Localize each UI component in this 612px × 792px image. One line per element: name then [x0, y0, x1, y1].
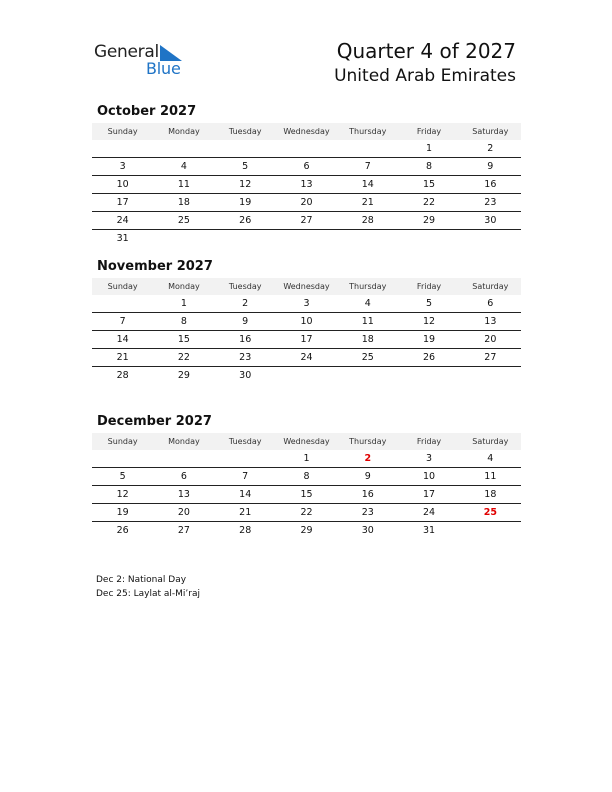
day-cell: 5: [119, 471, 126, 482]
day-cell: 1: [426, 143, 433, 154]
logo-text-general: General: [94, 42, 159, 62]
day-name: Tuesday: [228, 127, 262, 136]
week-row: [92, 176, 521, 194]
day-cell: 18: [484, 489, 497, 500]
day-cell: 30: [484, 215, 497, 226]
day-cell: 25: [483, 507, 497, 518]
day-cell: 12: [116, 489, 129, 500]
day-cell: [460, 522, 521, 539]
day-cell: 17: [423, 489, 436, 500]
day-cell: 27: [177, 525, 190, 536]
day-cell: 9: [364, 471, 371, 482]
day-cell: 18: [177, 197, 190, 208]
day-cell: 28: [361, 215, 374, 226]
day-cell: [276, 367, 337, 384]
day-cell: 26: [423, 352, 436, 363]
day-cell: 16: [239, 334, 252, 345]
day-name: Thursday: [349, 437, 387, 446]
day-cell: 16: [484, 179, 497, 190]
day-cell: 14: [361, 179, 374, 190]
day-cell: 31: [116, 233, 129, 244]
day-cell: 2: [242, 298, 249, 309]
day-cell: 17: [116, 197, 129, 208]
day-name: Wednesday: [283, 437, 330, 446]
day-cell: 24: [300, 352, 313, 363]
month-november: [92, 258, 521, 384]
day-cell: 19: [239, 197, 252, 208]
day-cell: 9: [487, 161, 494, 172]
day-cell: 3: [303, 298, 310, 309]
day-cell: 10: [423, 471, 436, 482]
week-row: [92, 331, 521, 349]
day-cell: 24: [116, 215, 129, 226]
day-cell: 29: [300, 525, 313, 536]
day-cell: [276, 230, 337, 247]
week-row: [92, 486, 521, 504]
week-row: [92, 522, 521, 539]
day-cell: [92, 295, 153, 312]
day-names-row: [92, 278, 521, 295]
day-cell: 15: [423, 179, 436, 190]
week-row: [92, 504, 521, 522]
day-cell: 29: [177, 370, 190, 381]
week-row: [92, 158, 521, 176]
day-cell: 4: [487, 453, 494, 464]
day-names-row: [92, 433, 521, 450]
day-cell: 15: [300, 489, 313, 500]
day-name: Wednesday: [283, 127, 330, 136]
day-name: Thursday: [349, 127, 387, 136]
day-cell: [398, 367, 459, 384]
day-cell: 16: [361, 489, 374, 500]
day-cell: 6: [487, 298, 494, 309]
day-name: Saturday: [472, 127, 509, 136]
day-cell: 13: [484, 316, 497, 327]
country-subtitle: United Arab Emirates: [334, 66, 516, 86]
week-row: [92, 230, 521, 247]
day-name: Thursday: [349, 282, 387, 291]
day-cell: 28: [116, 370, 129, 381]
day-cell: 14: [239, 489, 252, 500]
day-cell: 20: [300, 197, 313, 208]
day-cell: 5: [426, 298, 433, 309]
holiday-notes: [96, 573, 200, 601]
day-cell: 2: [364, 453, 372, 464]
day-cell: 8: [303, 471, 310, 482]
day-name: Tuesday: [228, 282, 262, 291]
day-cell: 10: [116, 179, 129, 190]
day-cell: 11: [177, 179, 190, 190]
day-cell: 13: [177, 489, 190, 500]
logo-text-blue: Blue: [146, 59, 181, 78]
day-name: Sunday: [107, 437, 138, 446]
day-name: Tuesday: [228, 437, 262, 446]
month-title: December 2027: [97, 414, 212, 429]
week-row: [92, 367, 521, 384]
day-cell: 28: [239, 525, 252, 536]
day-cell: 1: [180, 298, 187, 309]
week-row: [92, 212, 521, 230]
day-cell: 7: [119, 316, 126, 327]
day-cell: 3: [426, 453, 433, 464]
day-name: Wednesday: [283, 282, 330, 291]
day-cell: 21: [116, 352, 129, 363]
day-name: Monday: [168, 127, 200, 136]
day-cell: [337, 140, 398, 157]
day-cell: 15: [177, 334, 190, 345]
day-cell: 25: [177, 215, 190, 226]
day-cell: 18: [361, 334, 374, 345]
day-cell: 9: [242, 316, 249, 327]
day-cell: 26: [239, 215, 252, 226]
day-cell: 22: [177, 352, 190, 363]
holiday-note: Dec 25: Laylat al-Mi’raj: [96, 589, 200, 599]
page-title: Quarter 4 of 2027: [336, 39, 516, 63]
day-cell: 21: [239, 507, 252, 518]
day-cell: [276, 140, 337, 157]
day-cell: [92, 450, 153, 467]
day-cell: 6: [303, 161, 310, 172]
day-name: Friday: [416, 282, 442, 291]
day-cell: [153, 140, 214, 157]
day-cell: 22: [423, 197, 436, 208]
day-cell: 23: [361, 507, 374, 518]
day-cell: 30: [239, 370, 252, 381]
weeks: [92, 140, 521, 247]
week-row: [92, 313, 521, 331]
month-october: [92, 103, 521, 247]
day-name: Friday: [416, 437, 442, 446]
day-cell: 31: [423, 525, 436, 536]
day-name: Saturday: [472, 282, 509, 291]
day-cell: 12: [239, 179, 252, 190]
day-cell: 19: [423, 334, 436, 345]
day-cell: 2: [487, 143, 494, 154]
day-cell: [398, 230, 459, 247]
weeks: [92, 450, 521, 539]
day-cell: 23: [239, 352, 252, 363]
day-cell: [460, 230, 521, 247]
day-cell: 14: [116, 334, 129, 345]
day-cell: 22: [300, 507, 313, 518]
day-cell: 11: [484, 471, 497, 482]
week-row: [92, 349, 521, 367]
day-cell: 10: [300, 316, 313, 327]
day-cell: [215, 450, 276, 467]
day-cell: 4: [364, 298, 371, 309]
day-cell: 27: [300, 215, 313, 226]
day-cell: 30: [361, 525, 374, 536]
day-cell: 27: [484, 352, 497, 363]
week-row: [92, 468, 521, 486]
week-row: [92, 295, 521, 313]
weeks: [92, 295, 521, 384]
day-cell: 25: [361, 352, 374, 363]
week-row: [92, 140, 521, 158]
day-cell: 24: [423, 507, 436, 518]
day-cell: [215, 230, 276, 247]
day-cell: 8: [426, 161, 433, 172]
day-name: Saturday: [472, 437, 509, 446]
day-name: Sunday: [107, 282, 138, 291]
day-cell: 21: [361, 197, 374, 208]
day-names-row: [92, 123, 521, 140]
day-name: Friday: [416, 127, 442, 136]
day-cell: [460, 367, 521, 384]
day-cell: 7: [242, 471, 249, 482]
day-cell: 5: [242, 161, 249, 172]
week-row: [92, 450, 521, 468]
generalblue-logo: [94, 42, 194, 82]
day-cell: 13: [300, 179, 313, 190]
day-cell: 29: [423, 215, 436, 226]
day-name: Monday: [168, 282, 200, 291]
day-cell: 20: [484, 334, 497, 345]
day-name: Monday: [168, 437, 200, 446]
day-cell: 3: [119, 161, 126, 172]
month-title: November 2027: [97, 259, 213, 274]
day-cell: [92, 140, 153, 157]
day-cell: 4: [180, 161, 187, 172]
day-cell: [337, 230, 398, 247]
day-cell: 12: [423, 316, 436, 327]
day-cell: 17: [300, 334, 313, 345]
holiday-note: Dec 2: National Day: [96, 575, 187, 585]
day-cell: [153, 450, 214, 467]
day-cell: 23: [484, 197, 497, 208]
day-cell: 26: [116, 525, 129, 536]
day-cell: 7: [364, 161, 371, 172]
day-cell: 6: [180, 471, 187, 482]
day-cell: 20: [177, 507, 190, 518]
week-row: [92, 194, 521, 212]
day-name: Sunday: [107, 127, 138, 136]
day-cell: [337, 367, 398, 384]
day-cell: [215, 140, 276, 157]
month-december: [92, 413, 521, 539]
day-cell: [153, 230, 214, 247]
month-title: October 2027: [97, 104, 197, 119]
day-cell: 1: [303, 453, 310, 464]
day-cell: 11: [361, 316, 374, 327]
day-cell: 19: [116, 507, 129, 518]
day-cell: 8: [180, 316, 187, 327]
